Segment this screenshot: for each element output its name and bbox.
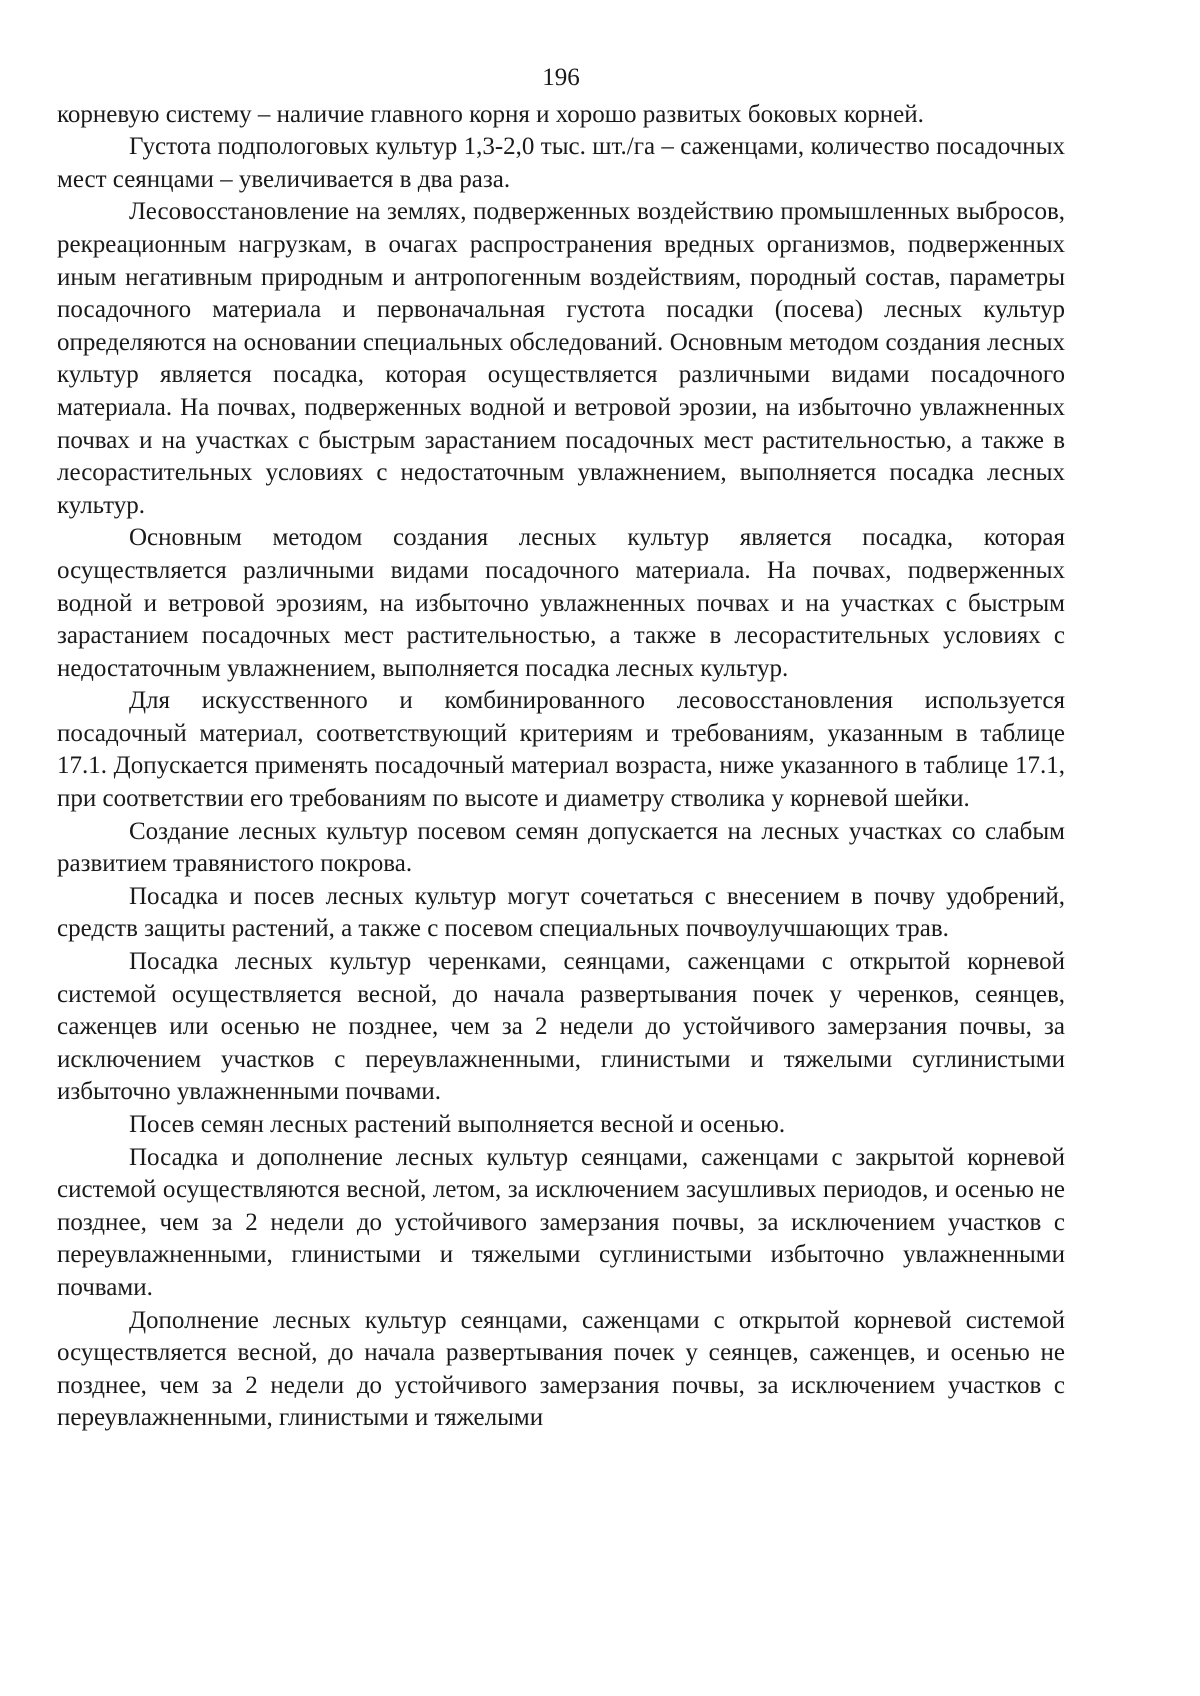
paragraph-3: Лесовосстановление на землях, подверженных воздействию промышленных выбросов, рекреационным нагрузкам, в очагах распространения вредных организмов, подверженных иным негативным природным и антропогенным воздействиям, породный состав, параметры посадочного материала и первоначальная густота посадки (посева) лесных культур определяются на основании специальных обследований. Основным методом создания лесных культур является посадка, которая осуществляется различными видами посадочного материала. На почвах, подверженных водной и ветровой эрозии, на избыточно увлажненных почвах и на участках с быстрым зарастанием посадочных мест растительностью, а также в лесорастительных условиях с недостаточным увлажнением, выполняется посадка лесных культур. — [57, 198, 1065, 519]
paragraph-8: Посадка лесных культур черенками, сеянцами, саженцами с открытой корневой системой осуществляется весной, до начала развертывания почек у черенков, сеянцев, саженцев или осенью не позднее, чем за 2 недели до устойчивого замерзания почвы, за исключением участков с переувлажненными, глинистыми и тяжелыми суглинистыми избыточно увлажненными почвами. — [57, 948, 1065, 1106]
paragraph-2: Густота подпологовых культур 1,3-2,0 тыс. шт./га – саженцами, количество посадочных мест сеянцами – увеличивается в два раза. — [57, 133, 1065, 193]
document-page — [57, 62, 1065, 1435]
paragraph-7: Посадка и посев лесных культур могут сочетаться с внесением в почву удобрений, средств защиты растений, а также с посевом специальных почвоулучшающих трав. — [57, 882, 1065, 943]
paragraph-11: Дополнение лесных культур сеянцами, саженцами с открытой корневой системой осуществляется весной, до начала развертывания почек у сеянцев, саженцев, и осенью не позднее, чем за 2 недели до устойчивого замерзания почвы, за исключением участков с переувлажненными, глинистыми и тяжелыми — [57, 1306, 1065, 1432]
paragraph-1: корневую систему – наличие главного корня и хорошо развитых боковых корней. — [57, 100, 924, 128]
paragraph-9: Посев семян лесных растений выполняется весной и осенью. — [129, 1111, 786, 1138]
paragraph-6: Создание лесных культур посевом семян допускается на лесных участках со слабым развитием травянистого покрова. — [57, 817, 1065, 878]
paragraph-4: Основным методом создания лесных культур является посадка, которая осуществляется различными видами посадочного материала. На почвах, подверженных водной и ветровой эрозиям, на избыточно увлажненных почвах и на участках с быстрым зарастанием посадочных мест растительностью, а также в лесорастительных условиях с недостаточным увлажнением, выполняется посадка лесных культур. — [57, 524, 1065, 682]
paragraph-5: Для искусственного и комбинированного лесовосстановления используется посадочный материал, соответствующий критериям и требованиям, указанным в таблице 17.1. Допускается применять посадочный материал возраста, ниже указанного в таблице 17.1, при соответствии его требованиям по высоте и диаметру стволика у корневой шейки. — [57, 687, 1065, 813]
paragraph-10: Посадка и дополнение лесных культур сеянцами, саженцами с закрытой корневой системой осуществляются весной, летом, за исключением засушливых периодов, и осенью не позднее, чем за 2 недели до устойчивого замерзания почвы, за исключением участков с переувлажненными, глинистыми и тяжелыми суглинистыми избыточно увлажненными почвами. — [57, 1143, 1065, 1301]
page-number: 196 — [542, 64, 580, 91]
